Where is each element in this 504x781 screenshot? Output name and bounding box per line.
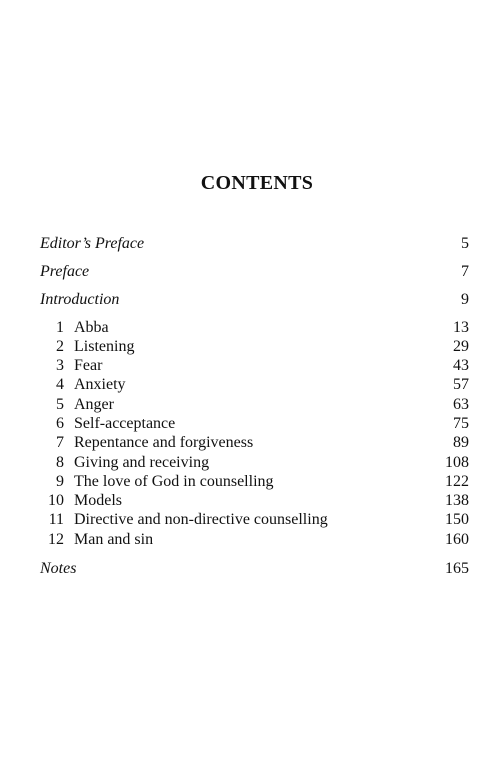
toc-chapter-7 [40,433,469,453]
chapter-title: Listening [74,338,135,355]
chapter-number: 12 [48,531,64,548]
toc-entry-label: Preface [40,263,90,280]
chapter-number: 7 [56,434,64,451]
toc-chapter-8 [40,453,469,473]
chapter-number: 10 [48,492,64,509]
toc-chapter-9 [40,472,469,492]
toc-entry-page: 165 [445,560,469,577]
chapter-title: Anxiety [74,376,126,393]
page-title: CONTENTS [200,172,314,194]
chapter-number: 5 [56,396,64,413]
chapter-title: Models [74,492,122,509]
chapter-number: 4 [56,376,64,393]
toc-chapter-1 [40,318,469,338]
chapter-page: 75 [453,415,469,432]
toc-entry-label: Editor’s Preface [40,235,145,252]
chapter-page: 89 [453,434,469,451]
chapter-title: Giving and receiving [74,454,210,471]
chapter-title: Abba [74,319,109,336]
chapter-title: Self-acceptance [74,415,176,432]
chapter-number: 11 [48,511,64,528]
chapter-number: 8 [56,454,64,471]
toc-entry-page: 7 [461,263,469,280]
toc-entry-label: Introduction [40,291,120,308]
chapter-page: 63 [453,396,469,413]
chapter-title: Anger [74,396,114,413]
chapter-page: 108 [445,454,469,471]
chapter-page: 29 [453,338,469,355]
toc-chapter-11 [40,510,469,530]
toc-chapter-5 [40,395,469,415]
toc-entry-page: 9 [461,291,469,308]
chapter-number: 3 [56,357,64,374]
toc-chapter-2 [40,337,469,357]
toc-chapter-4 [40,375,469,395]
toc-chapter-3 [40,356,469,376]
toc-entry-notes [40,559,469,579]
chapter-number: 9 [56,473,64,490]
chapter-page: 57 [453,376,469,393]
chapter-page: 13 [453,319,469,336]
chapter-page: 138 [445,492,469,509]
chapter-title: Directive and non-directive counselling [74,511,328,528]
chapter-title: Man and sin [74,531,154,548]
chapter-number: 6 [56,415,64,432]
chapter-title: The love of God in counselling [74,473,274,490]
toc-entry-introduction [40,290,469,310]
toc-chapter-6 [40,414,469,434]
toc-entry-page: 5 [461,235,469,252]
toc-chapter-12 [40,530,469,550]
toc-entry-editors-preface [40,234,469,254]
chapter-number: 1 [56,319,64,336]
toc-entry-label: Notes [40,560,77,577]
toc-chapter-10 [40,491,469,511]
chapter-title: Fear [74,357,103,374]
chapter-number: 2 [56,338,64,355]
chapter-page: 150 [445,511,469,528]
chapter-page: 160 [445,531,469,548]
toc-entry-preface [40,262,469,282]
chapter-page: 122 [445,473,469,490]
chapter-title: Repentance and forgiveness [74,434,254,451]
chapter-page: 43 [453,357,469,374]
